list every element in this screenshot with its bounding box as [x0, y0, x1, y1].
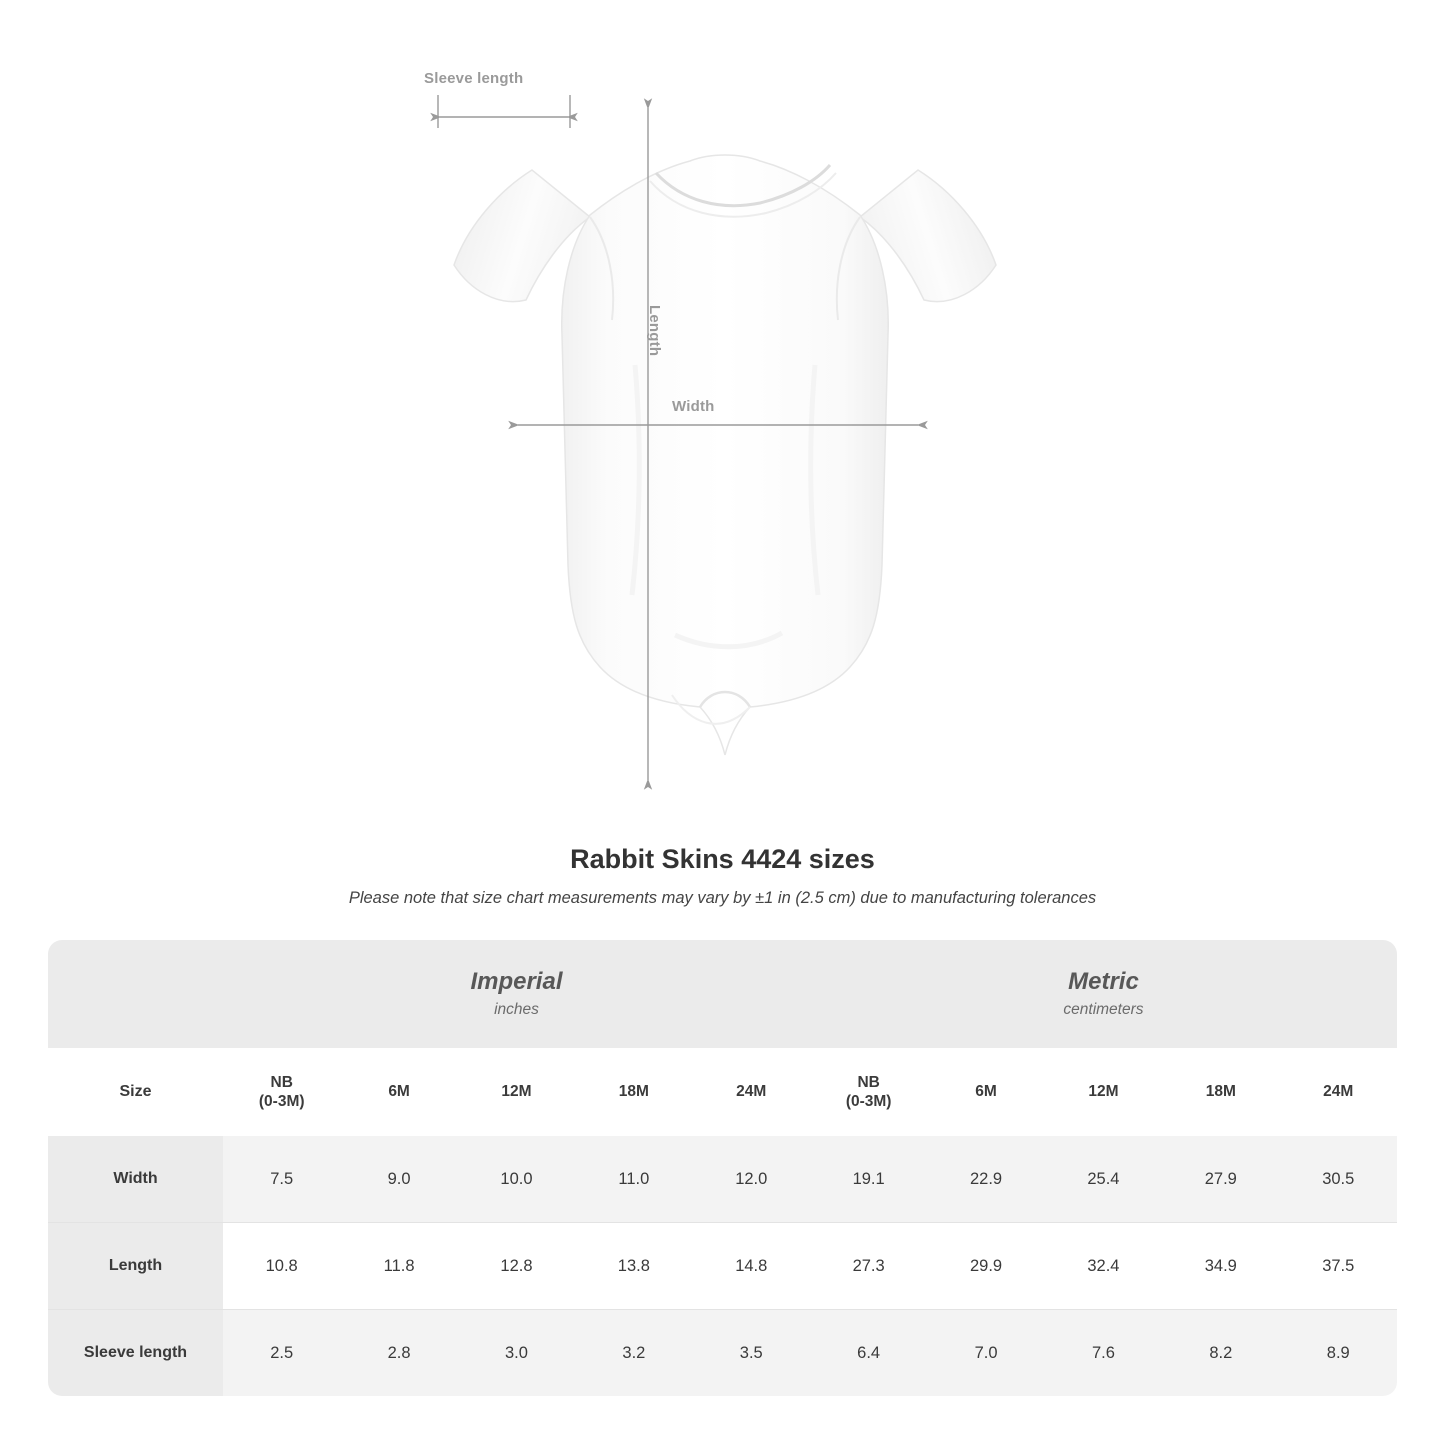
cell-width-metric-nb: 19.1 [810, 1136, 927, 1223]
tolerance-note: Please note that size chart measurements may vary by ±1 in (2.5 cm) due to manufacturing tolerances [348, 889, 1097, 907]
length-label: Length [646, 305, 663, 357]
column-header-imperial-18m [575, 1048, 692, 1136]
table-row [48, 1136, 1397, 1223]
column-header-metric-18m [1162, 1048, 1279, 1136]
table-row [48, 1223, 1397, 1310]
column-header-size: Size [48, 1048, 223, 1136]
cell-length-imperial-12m: 12.8 [458, 1223, 575, 1310]
row-header-length: Length [48, 1223, 223, 1310]
title-block [0, 844, 1445, 908]
col-main: NB [857, 1073, 880, 1091]
page-title: Rabbit Skins 4424 sizes [570, 844, 875, 874]
column-header-imperial-12m [458, 1048, 575, 1136]
cell-length-imperial-18m: 13.8 [575, 1223, 692, 1310]
col-main: 18M [1205, 1083, 1236, 1101]
unit-header-row [48, 940, 1397, 1048]
cell-sleeve-imperial-24m: 3.5 [693, 1310, 810, 1397]
unit-header-imperial [223, 940, 810, 1048]
cell-length-metric-24m: 37.5 [1280, 1223, 1397, 1310]
imperial-title: Imperial [470, 967, 563, 995]
column-header-imperial-6m [340, 1048, 457, 1136]
unit-header-metric [810, 940, 1397, 1048]
column-header-row [48, 1048, 1397, 1136]
column-header-metric-24m [1280, 1048, 1397, 1136]
cell-width-metric-18m: 27.9 [1162, 1136, 1279, 1223]
cell-length-metric-nb: 27.3 [810, 1223, 927, 1310]
size-chart-table-wrapper [48, 940, 1397, 1396]
col-main: NB [270, 1073, 293, 1091]
cell-sleeve-metric-6m: 7.0 [927, 1310, 1044, 1397]
col-main: 12M [501, 1083, 532, 1101]
metric-title: Metric [1068, 967, 1139, 995]
col-main: 24M [1323, 1083, 1354, 1101]
col-main: 6M [975, 1083, 997, 1101]
cell-length-metric-6m: 29.9 [927, 1223, 1044, 1310]
cell-width-metric-12m: 25.4 [1045, 1136, 1162, 1223]
column-header-metric-12m [1045, 1048, 1162, 1136]
col-main: 18M [618, 1083, 649, 1101]
column-header-metric-nb [810, 1048, 927, 1136]
cell-sleeve-imperial-nb: 2.5 [223, 1310, 340, 1397]
column-header-imperial-nb [223, 1048, 340, 1136]
col-sub: (0-3M) [258, 1093, 305, 1110]
cell-sleeve-imperial-6m: 2.8 [340, 1310, 457, 1397]
col-sub: (0-3M) [845, 1093, 892, 1110]
col-main: 6M [388, 1083, 410, 1101]
sleeve-length-label: Sleeve length [424, 70, 524, 87]
row-header-sleeve-length: Sleeve length [48, 1310, 223, 1397]
cell-sleeve-metric-18m: 8.2 [1162, 1310, 1279, 1397]
cell-sleeve-metric-nb: 6.4 [810, 1310, 927, 1397]
cell-width-metric-24m: 30.5 [1280, 1136, 1397, 1223]
imperial-subtitle: inches [494, 1001, 539, 1019]
column-header-metric-6m [927, 1048, 1044, 1136]
cell-length-imperial-nb: 10.8 [223, 1223, 340, 1310]
unit-header-spacer [48, 940, 223, 1048]
cell-sleeve-imperial-12m: 3.0 [458, 1310, 575, 1397]
cell-width-imperial-nb: 7.5 [223, 1136, 340, 1223]
cell-width-imperial-24m: 12.0 [693, 1136, 810, 1223]
size-chart-table [48, 940, 1397, 1396]
cell-width-metric-6m: 22.9 [927, 1136, 1044, 1223]
cell-width-imperial-6m: 9.0 [340, 1136, 457, 1223]
width-label: Width [672, 398, 715, 415]
row-header-width: Width [48, 1136, 223, 1223]
cell-length-metric-12m: 32.4 [1045, 1223, 1162, 1310]
cell-sleeve-metric-12m: 7.6 [1045, 1310, 1162, 1397]
column-header-imperial-24m [693, 1048, 810, 1136]
col-main: 24M [736, 1083, 767, 1101]
cell-length-metric-18m: 34.9 [1162, 1223, 1279, 1310]
cell-width-imperial-12m: 10.0 [458, 1136, 575, 1223]
cell-length-imperial-24m: 14.8 [693, 1223, 810, 1310]
metric-subtitle: centimeters [1063, 1001, 1144, 1019]
cell-width-imperial-18m: 11.0 [575, 1136, 692, 1223]
cell-length-imperial-6m: 11.8 [340, 1223, 457, 1310]
cell-sleeve-imperial-18m: 3.2 [575, 1310, 692, 1397]
cell-sleeve-metric-24m: 8.9 [1280, 1310, 1397, 1397]
table-row [48, 1310, 1397, 1397]
col-main: 12M [1088, 1083, 1119, 1101]
